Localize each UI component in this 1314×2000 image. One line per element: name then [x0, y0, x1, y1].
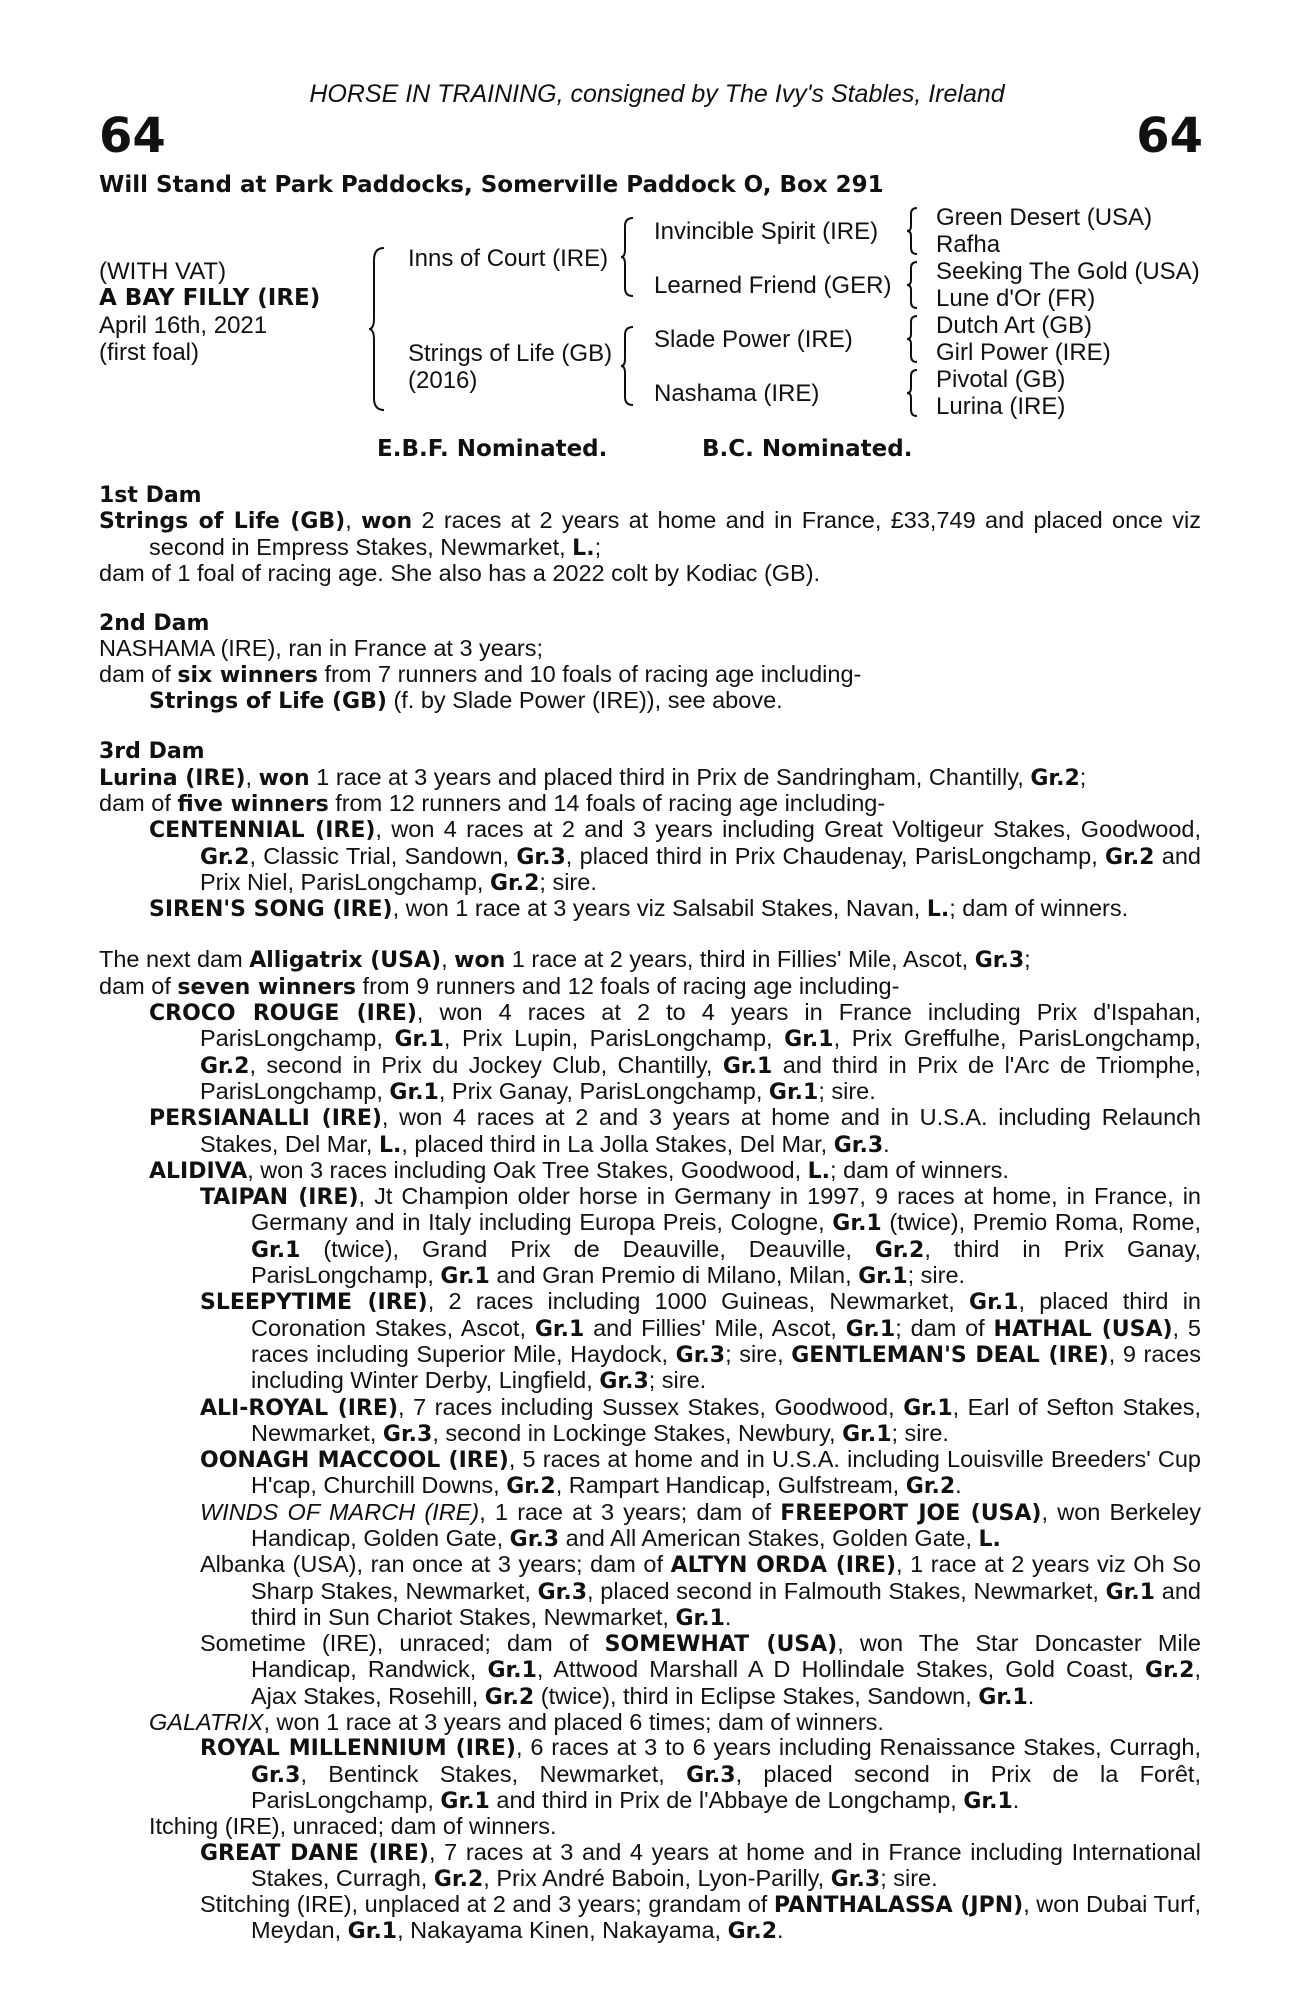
winner-sleepytime: SLEEPYTIME (IRE), 2 races including 1000 Guineas, Newmarket, Gr.1, placed third in Coronation Stakes, Ascot, Gr.1 and Fillies' Mile, Ascot, Gr.1; dam of HATHAL (USA), 5 races including Superior Mile, Haydock, Gr.3; sire, GENTLEMAN'S DEAL (IRE), 9 races including Winter Derby, Lingfield, Gr.3; sire. [200, 1288, 1201, 1395]
pedigree-dam-sire: Slade Power (IRE) [654, 326, 853, 353]
winner-croco-rouge: CROCO ROUGE (IRE), won 4 races at 2 to 4 years in France including Prix d'Ispahan, ParisLongchamp, Gr.1, Prix Lupin, ParisLongchamp, Gr.1, Prix Greffulhe, ParisLongchamp, Gr.2, second in Prix du Jockey Club, Chantilly, Gr.1 and third in Prix de l'Arc de Triomphe, ParisLongchamp, Gr.1, Prix Ganay, ParisLongchamp, Gr.1; sire. [149, 999, 1201, 1105]
catalogue-header: HORSE IN TRAINING, consigned by The Ivy's Stables, Ireland [309, 80, 1005, 108]
lot-number-left: 64 [99, 108, 166, 164]
ebf-nomination: E.B.F. Nominated. [377, 436, 608, 462]
bc-nomination: B.C. Nominated. [702, 436, 913, 462]
winner-oonagh-maccool: OONAGH MACCOOL (IRE), 5 races at home and in U.S.A. including Louisville Breeders' Cup H'cap, Churchill Downs, Gr.2, Rampart Handicap, Gulfstream, Gr.2. [200, 1446, 1201, 1500]
pedigree-dds: Pivotal (GB) [936, 366, 1066, 393]
second-dam-entry: NASHAMA (IRE), ran in France at 3 years; [99, 635, 544, 662]
third-dam-produce: dam of five winners from 12 runners and 14 foals of racing age including- [99, 789, 886, 817]
second-dam-winner: Strings of Life (GB) (f. by Slade Power (IRE)), see above. [149, 687, 783, 715]
pedigree-dsd: Girl Power (IRE) [936, 339, 1111, 366]
pedigree-sire: Inns of Court (IRE) [408, 245, 609, 272]
winner-great-dane: GREAT DANE (IRE), 7 races at 3 and 4 years at home and in France including International Stakes, Curragh, Gr.2, Prix André Baboin, Lyon-Parilly, Gr.3; sire. [200, 1838, 1201, 1892]
winner-royal-millennium: ROYAL MILLENNIUM (IRE), 6 races at 3 to 6 years including Renaissance Stakes, Curragh, Gr.3, Bentinck Stakes, Newmarket, Gr.3, placed second in Prix de la Forêt, ParisLongchamp, Gr.1 and third in Prix de l'Abbaye de Longchamp, Gr.1. [200, 1734, 1201, 1814]
entry-itching: Itching (IRE), unraced; dam of winners. [149, 1813, 557, 1840]
pedigree-dss: Dutch Art (GB) [936, 312, 1093, 339]
pedigree-sire-brace [620, 216, 636, 298]
pedigree-sds: Seeking The Gold (USA) [936, 258, 1200, 285]
pedigree-sdd: Lune d'Or (FR) [936, 285, 1096, 312]
pedigree-sire-sire: Invincible Spirit (IRE) [654, 218, 879, 245]
winner-ali-royal: ALI-ROYAL (IRE), 7 races including Sussex Stakes, Goodwood, Gr.1, Earl of Sefton Stakes, Newmarket, Gr.3, second in Lockinge Stakes, Newbury, Gr.1; sire. [200, 1393, 1201, 1447]
pedigree-brace-dd [906, 368, 920, 418]
next-dam-entry: The next dam Alligatrix (USA), won 1 race at 2 years, third in Fillies' Mile, Ascot, Gr.3; [99, 946, 1031, 974]
pedigree-brace-ds [906, 314, 920, 364]
third-dam-entry: Lurina (IRE), won 1 race at 3 years and placed third in Prix de Sandringham, Chantilly, Gr.2; [99, 763, 1087, 791]
pedigree-dam-dam: Nashama (IRE) [654, 380, 820, 407]
pedigree-sire-dam: Learned Friend (GER) [654, 272, 892, 299]
pedigree-dam: Strings of Life (GB) [408, 340, 613, 367]
pedigree-dam-brace [620, 325, 636, 407]
winner-persianalli: PERSIANALLI (IRE), won 4 races at 2 and 3 years at home and in U.S.A. including Relaunch Stakes, Del Mar, L., placed third in La Jolla Stakes, Del Mar, Gr.3. [149, 1104, 1201, 1158]
entry-albanka: Albanka (USA), ran once at 3 years; dam of ALTYN ORDA (IRE), 1 race at 2 years viz Oh So Sharp Stakes, Newmarket, Gr.3, placed second in Falmouth Stakes, Newmarket, Gr.1 and third in Sun Chariot Stakes, Newmarket, Gr.1. [200, 1551, 1201, 1631]
pedigree-ddd: Lurina (IRE) [936, 393, 1066, 420]
winner-winds-of-march: WINDS OF MARCH (IRE), 1 race at 3 years; dam of FREEPORT JOE (USA), won Berkeley Handicap, Golden Gate, Gr.3 and All American Stakes, Golden Gate, L. [200, 1498, 1201, 1552]
first-dam-entry: Strings of Life (GB), won 2 races at 2 years at home and in France, £33,749 and placed once viz second in Empress Stakes, Newmarket, L.; [99, 507, 1201, 561]
pedigree-brace-ss [906, 206, 920, 256]
pedigree-dam-year: (2016) [408, 367, 478, 394]
entry-stitching: Stitching (IRE), unplaced at 2 and 3 years; grandam of PANTHALASSA (JPN), won Dubai Turf, Meydan, Gr.1, Nakayama Kinen, Nakayama, Gr.2. [200, 1891, 1201, 1945]
winner-centennial: CENTENNIAL (IRE), won 4 races at 2 and 3 years including Great Voltigeur Stakes, Goodwood, Gr.2, Classic Trial, Sandown, Gr.3, placed third in Prix Chaudenay, ParisLongchamp, Gr.2 and Prix Niel, ParisLongchamp, Gr.2; sire. [149, 816, 1201, 896]
lot-number-right: 64 [1136, 108, 1203, 164]
winner-galatrix: GALATRIX, won 1 race at 3 years and placed 6 times; dam of winners. [149, 1709, 884, 1736]
second-dam-produce: dam of six winners from 7 runners and 10 foals of racing age including- [99, 660, 862, 688]
pedigree-main-brace [368, 246, 388, 412]
horse-name: A BAY FILLY (IRE) [99, 285, 321, 311]
catalogue-body [99, 483, 1201, 1945]
pedigree-sss: Green Desert (USA) [936, 204, 1153, 231]
pedigree-brace-sd [906, 260, 920, 310]
next-dam-produce: dam of seven winners from 9 runners and 12 foals of racing age including- [99, 972, 900, 1000]
third-dam-heading: 3rd Dam [99, 739, 205, 765]
winner-sirens-song: SIREN'S SONG (IRE), won 1 race at 3 years viz Salsabil Stakes, Navan, L.; dam of winners. [149, 895, 1129, 923]
first-dam-heading: 1st Dam [99, 483, 202, 508]
foal-note: (first foal) [99, 339, 200, 366]
stand-location: Will Stand at Park Paddocks, Somerville Paddock O, Box 291 [99, 172, 884, 198]
entry-sometime: Sometime (IRE), unraced; dam of SOMEWHAT (USA), won The Star Doncaster Mile Handicap, Randwick, Gr.1, Attwood Marshall A D Hollindale Stakes, Gold Coast, Gr.2, Ajax Stakes, Rosehill, Gr.2 (twice), third in Eclipse Stakes, Sandown, Gr.1. [200, 1630, 1201, 1710]
second-dam-heading: 2nd Dam [99, 611, 210, 637]
winner-taipan: TAIPAN (IRE), Jt Champion older horse in Germany in 1997, 9 races at home, in France, in Germany and in Italy including Europa Preis, Cologne, Gr.1 (twice), Premio Roma, Rome, Gr.1 (twice), Grand Prix de Deauville, Deauville, Gr.2, third in Prix Ganay, ParisLongchamp, Gr.1 and Gran Premio di Milano, Milan, Gr.1; sire. [200, 1183, 1202, 1290]
winner-alidiva: ALIDIVA, won 3 races including Oak Tree Stakes, Goodwood, L.; dam of winners. [149, 1156, 1009, 1184]
pedigree-ssd: Rafha [936, 231, 1001, 258]
foaling-date: April 16th, 2021 [99, 312, 268, 339]
first-dam-produce: dam of 1 foal of racing age. She also has a 2022 colt by Kodiac (GB). [99, 559, 821, 586]
vat-note: (WITH VAT) [99, 258, 227, 285]
